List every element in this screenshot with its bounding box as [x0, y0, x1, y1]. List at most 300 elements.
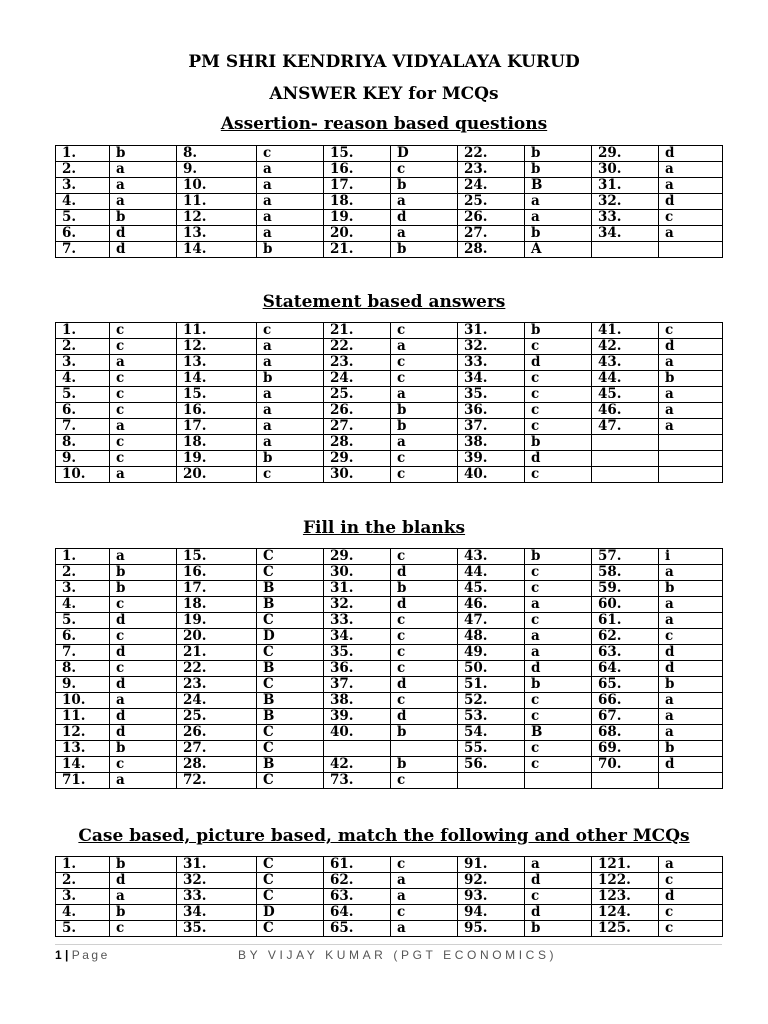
question-number-cell: 17.: [324, 178, 391, 194]
question-number-cell: 20.: [324, 226, 391, 242]
answer-cell: d: [659, 757, 723, 773]
answer-cell: a: [525, 210, 592, 226]
answer-cell: a: [659, 613, 723, 629]
table-row: [56, 629, 723, 645]
answer-cell: [659, 435, 723, 451]
question-number-cell: 5.: [56, 613, 110, 629]
answer-cell: d: [110, 709, 177, 725]
question-number-cell: 91.: [458, 857, 525, 873]
page-number-value: 1: [55, 948, 62, 962]
answer-cell: [659, 451, 723, 467]
answer-cell: a: [110, 162, 177, 178]
question-number-cell: 1.: [56, 146, 110, 162]
answer-cell: c: [525, 339, 592, 355]
answer-cell: c: [525, 889, 592, 905]
answer-cell: c: [391, 645, 458, 661]
answer-cell: a: [659, 693, 723, 709]
question-number-cell: 20.: [177, 467, 257, 483]
question-number-cell: 44.: [592, 371, 659, 387]
question-number-cell: 51.: [458, 677, 525, 693]
answer-cell: d: [391, 210, 458, 226]
question-number-cell: 48.: [458, 629, 525, 645]
question-number-cell: 39.: [324, 709, 391, 725]
answer-cell: b: [391, 178, 458, 194]
question-number-cell: 43.: [592, 355, 659, 371]
answer-key-title: ANSWER KEY for MCQs: [269, 84, 499, 104]
question-number-cell: 24.: [177, 693, 257, 709]
answer-cell: a: [257, 194, 324, 210]
answer-cell: b: [391, 403, 458, 419]
question-number-cell: 8.: [56, 435, 110, 451]
question-number-cell: 23.: [177, 677, 257, 693]
question-number-cell: 56.: [458, 757, 525, 773]
table-row: [56, 645, 723, 661]
question-number-cell: 19.: [177, 613, 257, 629]
answer-cell: a: [391, 921, 458, 937]
answer-cell: a: [257, 403, 324, 419]
answer-cell: a: [659, 725, 723, 741]
answer-cell: c: [110, 387, 177, 403]
question-number-cell: 3.: [56, 889, 110, 905]
question-number-cell: 42.: [592, 339, 659, 355]
question-number-cell: 18.: [324, 194, 391, 210]
answer-cell: a: [659, 565, 723, 581]
table-row: [56, 467, 723, 483]
answer-cell: c: [110, 921, 177, 937]
answer-cell: C: [257, 613, 324, 629]
question-number-cell: 41.: [592, 323, 659, 339]
answer-cell: a: [391, 435, 458, 451]
answer-cell: c: [525, 387, 592, 403]
answer-cell: c: [110, 661, 177, 677]
question-number-cell: 67.: [592, 709, 659, 725]
answer-cell: c: [391, 549, 458, 565]
table-row: [56, 565, 723, 581]
answer-cell: B: [257, 597, 324, 613]
answer-cell: c: [525, 693, 592, 709]
question-number-cell: [592, 242, 659, 258]
answer-cell: a: [659, 403, 723, 419]
question-number-cell: 6.: [56, 629, 110, 645]
answer-cell: C: [257, 857, 324, 873]
answer-cell: c: [391, 371, 458, 387]
question-number-cell: 14.: [56, 757, 110, 773]
question-number-cell: 94.: [458, 905, 525, 921]
section-title-fill-in-blanks: Fill in the blanks: [302, 518, 466, 538]
answer-cell: b: [110, 905, 177, 921]
question-number-cell: [458, 773, 525, 789]
question-number-cell: 46.: [592, 403, 659, 419]
answer-cell: b: [391, 581, 458, 597]
question-number-cell: 32.: [458, 339, 525, 355]
question-number-cell: 125.: [592, 921, 659, 937]
question-number-cell: 55.: [458, 741, 525, 757]
question-number-cell: 11.: [177, 194, 257, 210]
answer-cell: c: [525, 741, 592, 757]
answer-cell: d: [391, 709, 458, 725]
answer-cell: b: [110, 857, 177, 873]
answer-cell: [659, 467, 723, 483]
answer-cell: c: [391, 323, 458, 339]
answer-cell: c: [391, 451, 458, 467]
question-number-cell: 121.: [592, 857, 659, 873]
answer-cell: d: [659, 889, 723, 905]
answer-cell: B: [525, 725, 592, 741]
question-number-cell: 21.: [177, 645, 257, 661]
question-number-cell: 33.: [592, 210, 659, 226]
question-number-cell: 8.: [56, 661, 110, 677]
answer-cell: d: [659, 661, 723, 677]
answer-cell: c: [525, 371, 592, 387]
answer-cell: C: [257, 873, 324, 889]
question-number-cell: 24.: [324, 371, 391, 387]
answer-cell: b: [659, 581, 723, 597]
question-number-cell: 32.: [592, 194, 659, 210]
answer-cell: a: [110, 693, 177, 709]
question-number-cell: 25.: [458, 194, 525, 210]
table-row: [56, 194, 723, 210]
table-row: [56, 178, 723, 194]
answer-cell: c: [257, 323, 324, 339]
answer-table-case-based: [55, 856, 723, 937]
question-number-cell: 29.: [324, 451, 391, 467]
question-number-cell: 68.: [592, 725, 659, 741]
question-number-cell: 42.: [324, 757, 391, 773]
table-row: [56, 709, 723, 725]
answer-cell: d: [659, 194, 723, 210]
table-row: [56, 889, 723, 905]
table-row: [56, 873, 723, 889]
answer-cell: a: [110, 194, 177, 210]
answer-cell: d: [525, 355, 592, 371]
question-number-cell: 5.: [56, 387, 110, 403]
answer-cell: a: [257, 162, 324, 178]
answer-cell: a: [659, 709, 723, 725]
table-row: [56, 857, 723, 873]
table-row: [56, 757, 723, 773]
question-number-cell: 26.: [177, 725, 257, 741]
table-row: [56, 355, 723, 371]
answer-cell: c: [110, 629, 177, 645]
answer-cell: b: [257, 451, 324, 467]
answer-cell: d: [525, 451, 592, 467]
answer-cell: a: [659, 857, 723, 873]
question-number-cell: 6.: [56, 403, 110, 419]
answer-cell: c: [110, 339, 177, 355]
answer-cell: C: [257, 725, 324, 741]
question-number-cell: 31.: [592, 178, 659, 194]
table-row: [56, 403, 723, 419]
answer-cell: a: [525, 857, 592, 873]
question-number-cell: 31.: [458, 323, 525, 339]
answer-cell: a: [110, 773, 177, 789]
question-number-cell: 25.: [324, 387, 391, 403]
page-label: Page: [71, 948, 110, 962]
question-number-cell: 4.: [56, 194, 110, 210]
table-row: [56, 693, 723, 709]
answer-cell: c: [659, 873, 723, 889]
answer-cell: b: [525, 323, 592, 339]
answer-cell: B: [257, 693, 324, 709]
question-number-cell: 1.: [56, 857, 110, 873]
question-number-cell: 43.: [458, 549, 525, 565]
answer-cell: d: [659, 339, 723, 355]
question-number-cell: 9.: [56, 677, 110, 693]
answer-cell: c: [391, 162, 458, 178]
answer-cell: C: [257, 549, 324, 565]
answer-cell: a: [257, 210, 324, 226]
question-number-cell: 12.: [56, 725, 110, 741]
question-number-cell: 63.: [324, 889, 391, 905]
answer-cell: [659, 773, 723, 789]
answer-cell: d: [110, 613, 177, 629]
table-row: [56, 921, 723, 937]
answer-cell: c: [659, 905, 723, 921]
question-number-cell: 35.: [324, 645, 391, 661]
answer-cell: [659, 242, 723, 258]
question-number-cell: 46.: [458, 597, 525, 613]
question-number-cell: 65.: [592, 677, 659, 693]
question-number-cell: 34.: [324, 629, 391, 645]
question-number-cell: 72.: [177, 773, 257, 789]
question-number-cell: 44.: [458, 565, 525, 581]
answer-table-statement-based: [55, 322, 723, 483]
answer-cell: C: [257, 565, 324, 581]
question-number-cell: 54.: [458, 725, 525, 741]
question-number-cell: 15.: [177, 549, 257, 565]
answer-cell: c: [391, 661, 458, 677]
answer-cell: c: [110, 757, 177, 773]
table-row: [56, 339, 723, 355]
answer-cell: C: [257, 773, 324, 789]
question-number-cell: 30.: [324, 565, 391, 581]
question-number-cell: 53.: [458, 709, 525, 725]
table-row: [56, 661, 723, 677]
question-number-cell: 62.: [592, 629, 659, 645]
answer-cell: D: [257, 905, 324, 921]
answer-cell: i: [659, 549, 723, 565]
question-number-cell: 22.: [324, 339, 391, 355]
question-number-cell: 66.: [592, 693, 659, 709]
question-number-cell: 23.: [458, 162, 525, 178]
answer-cell: [391, 741, 458, 757]
question-number-cell: 2.: [56, 162, 110, 178]
question-number-cell: 16.: [177, 565, 257, 581]
answer-cell: a: [659, 178, 723, 194]
table-row: [56, 549, 723, 565]
question-number-cell: 36.: [324, 661, 391, 677]
answer-cell: A: [525, 242, 592, 258]
question-number-cell: 32.: [177, 873, 257, 889]
question-number-cell: 10.: [177, 178, 257, 194]
answer-cell: d: [391, 677, 458, 693]
answer-cell: a: [525, 645, 592, 661]
question-number-cell: 40.: [458, 467, 525, 483]
answer-cell: a: [659, 355, 723, 371]
answer-cell: B: [525, 178, 592, 194]
section-title-case-based: Case based, picture based, match the following and other MCQs: [78, 826, 690, 846]
answer-cell: a: [110, 419, 177, 435]
answer-cell: c: [525, 419, 592, 435]
question-number-cell: 95.: [458, 921, 525, 937]
question-number-cell: [592, 435, 659, 451]
question-number-cell: 34.: [592, 226, 659, 242]
question-number-cell: 5.: [56, 921, 110, 937]
answer-cell: c: [659, 210, 723, 226]
question-number-cell: 15.: [177, 387, 257, 403]
question-number-cell: 52.: [458, 693, 525, 709]
question-number-cell: 35.: [177, 921, 257, 937]
answer-cell: d: [659, 645, 723, 661]
table-row: [56, 677, 723, 693]
answer-cell: a: [110, 355, 177, 371]
question-number-cell: 24.: [458, 178, 525, 194]
question-number-cell: 21.: [324, 242, 391, 258]
question-number-cell: 64.: [592, 661, 659, 677]
question-number-cell: 19.: [324, 210, 391, 226]
answer-cell: C: [257, 645, 324, 661]
question-number-cell: 28.: [458, 242, 525, 258]
question-number-cell: 122.: [592, 873, 659, 889]
question-number-cell: 65.: [324, 921, 391, 937]
question-number-cell: 14.: [177, 371, 257, 387]
answer-cell: c: [391, 773, 458, 789]
question-number-cell: 29.: [324, 549, 391, 565]
question-number-cell: 11.: [177, 323, 257, 339]
table-row: [56, 451, 723, 467]
question-number-cell: 28.: [324, 435, 391, 451]
answer-cell: d: [110, 873, 177, 889]
question-number-cell: 18.: [177, 597, 257, 613]
question-number-cell: 17.: [177, 581, 257, 597]
answer-cell: b: [525, 226, 592, 242]
answer-cell: c: [659, 921, 723, 937]
question-number-cell: 13.: [177, 226, 257, 242]
question-number-cell: 69.: [592, 741, 659, 757]
answer-cell: a: [257, 419, 324, 435]
answer-cell: d: [110, 725, 177, 741]
question-number-cell: 27.: [324, 419, 391, 435]
question-number-cell: 21.: [324, 323, 391, 339]
question-number-cell: 30.: [592, 162, 659, 178]
table-row: [56, 581, 723, 597]
answer-cell: C: [257, 677, 324, 693]
section-title-assertion-reason: Assertion- reason based questions: [220, 114, 548, 134]
answer-cell: c: [391, 355, 458, 371]
question-number-cell: 57.: [592, 549, 659, 565]
answer-cell: a: [525, 629, 592, 645]
question-number-cell: 34.: [177, 905, 257, 921]
answer-cell: a: [110, 467, 177, 483]
answer-cell: c: [525, 467, 592, 483]
answer-cell: a: [525, 194, 592, 210]
table-row: [56, 435, 723, 451]
answer-cell: c: [525, 581, 592, 597]
question-number-cell: [592, 467, 659, 483]
answer-cell: a: [659, 597, 723, 613]
question-number-cell: 28.: [177, 757, 257, 773]
table-row: [56, 146, 723, 162]
answer-cell: a: [525, 597, 592, 613]
answer-cell: b: [110, 581, 177, 597]
answer-cell: b: [391, 419, 458, 435]
answer-cell: C: [257, 921, 324, 937]
table-row: [56, 323, 723, 339]
answer-cell: c: [525, 565, 592, 581]
question-number-cell: 35.: [458, 387, 525, 403]
question-number-cell: 29.: [592, 146, 659, 162]
table-row: [56, 741, 723, 757]
question-number-cell: 7.: [56, 419, 110, 435]
question-number-cell: 26.: [324, 403, 391, 419]
answer-cell: b: [525, 435, 592, 451]
table-row: [56, 210, 723, 226]
table-row: [56, 162, 723, 178]
answer-cell: b: [110, 741, 177, 757]
question-number-cell: 61.: [592, 613, 659, 629]
answer-cell: c: [525, 709, 592, 725]
answer-cell: c: [110, 403, 177, 419]
answer-cell: d: [391, 597, 458, 613]
question-number-cell: 63.: [592, 645, 659, 661]
question-number-cell: 4.: [56, 905, 110, 921]
answer-cell: D: [257, 629, 324, 645]
answer-cell: b: [659, 677, 723, 693]
question-number-cell: 33.: [324, 613, 391, 629]
answer-cell: a: [110, 178, 177, 194]
answer-cell: a: [257, 387, 324, 403]
footer-divider: [55, 944, 722, 945]
answer-cell: a: [659, 162, 723, 178]
answer-cell: B: [257, 661, 324, 677]
answer-cell: b: [110, 210, 177, 226]
table-row: [56, 613, 723, 629]
table-row: [56, 419, 723, 435]
answer-cell: a: [257, 435, 324, 451]
question-number-cell: 3.: [56, 355, 110, 371]
question-number-cell: 62.: [324, 873, 391, 889]
answer-cell: B: [257, 581, 324, 597]
question-number-cell: 17.: [177, 419, 257, 435]
question-number-cell: [324, 741, 391, 757]
answer-cell: a: [110, 889, 177, 905]
table-row: [56, 725, 723, 741]
question-number-cell: 1.: [56, 323, 110, 339]
answer-cell: b: [525, 146, 592, 162]
answer-cell: B: [257, 757, 324, 773]
question-number-cell: 64.: [324, 905, 391, 921]
answer-cell: a: [110, 549, 177, 565]
table-row: [56, 773, 723, 789]
question-number-cell: 6.: [56, 226, 110, 242]
question-number-cell: [592, 773, 659, 789]
table-row: [56, 242, 723, 258]
answer-cell: a: [659, 419, 723, 435]
answer-cell: b: [659, 741, 723, 757]
question-number-cell: 11.: [56, 709, 110, 725]
question-number-cell: 93.: [458, 889, 525, 905]
answer-cell: d: [525, 873, 592, 889]
question-number-cell: 13.: [177, 355, 257, 371]
answer-cell: a: [659, 387, 723, 403]
answer-cell: a: [391, 387, 458, 403]
question-number-cell: 36.: [458, 403, 525, 419]
question-number-cell: 18.: [177, 435, 257, 451]
answer-cell: d: [110, 677, 177, 693]
answer-cell: c: [110, 323, 177, 339]
question-number-cell: 4.: [56, 371, 110, 387]
footer-author: BY VIJAY KUMAR (PGT ECONOMICS): [238, 948, 558, 962]
